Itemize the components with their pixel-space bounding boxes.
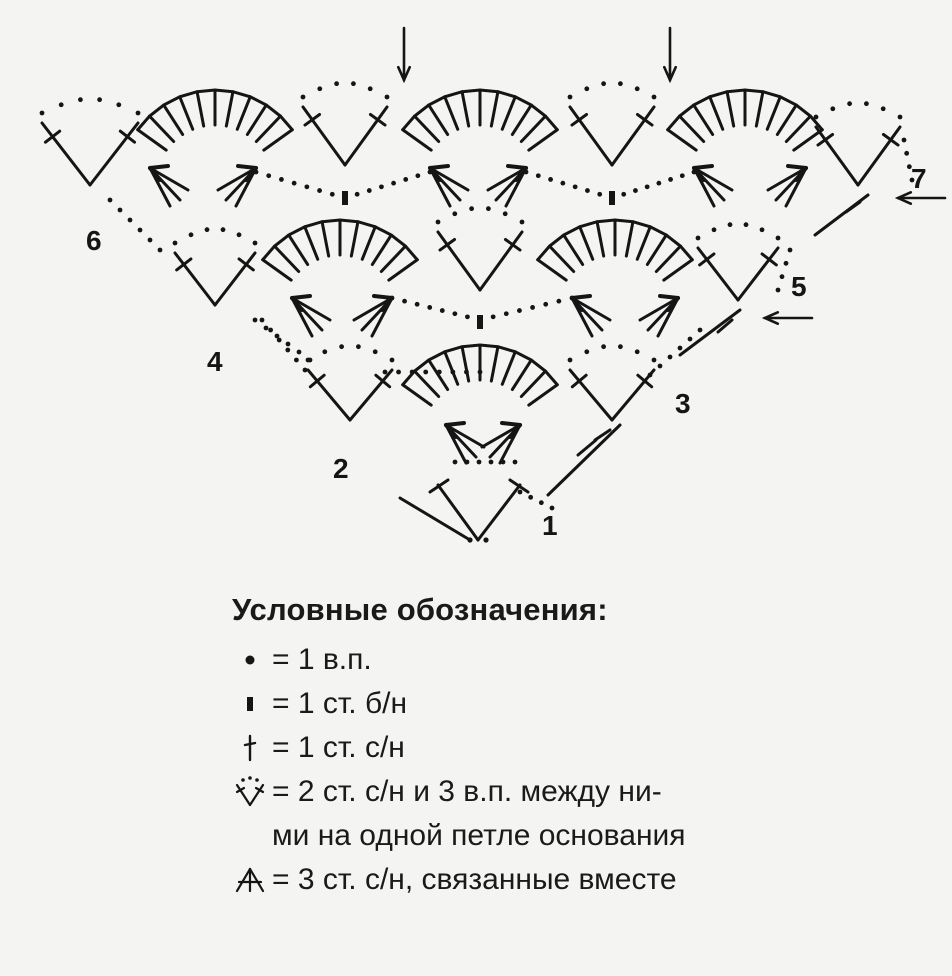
chain-dot [489,460,494,465]
chain-dot [116,102,121,107]
chain-dot [712,227,717,232]
shell-spoke [138,130,166,150]
chain-dot [573,184,578,189]
dc-stitch [612,107,654,165]
chain-dot [524,170,529,175]
chain-dot [635,349,640,354]
chain-dot [385,95,390,100]
cluster-head [572,296,590,298]
dc-crossbar [239,259,253,270]
chain-dot [452,211,457,216]
chain-dot [128,218,133,223]
shell-spoke [351,222,358,256]
dc-stitch [303,107,345,165]
shell-spoke [322,222,329,256]
chain-dot [698,328,703,333]
chain-dot [221,227,226,232]
dc-stitch [438,232,480,290]
chain-dot [847,101,852,106]
shell-spoke [529,130,557,150]
shell-spoke [597,222,604,256]
chain-dot [584,86,589,91]
shell-spoke [164,105,183,134]
shell-spoke [180,97,193,130]
chain-dot [403,177,408,182]
legend-text: = 3 ст. с/н, связанные вместе [272,863,677,896]
dc-crossbar [440,239,455,250]
chain-dot [517,308,522,313]
chain-dot [428,170,433,175]
chain-dot [436,220,441,225]
chain-dot [513,460,518,465]
chain-dot [368,86,373,91]
chart-marks [40,81,915,542]
cluster-head [508,166,526,168]
chain-dot [437,370,442,375]
dc-crossbar [305,114,320,125]
shell-spoke [256,116,280,141]
shell-spoke [403,385,431,405]
row1-crossbar [430,480,448,492]
chain-dot [452,311,457,316]
row-number-2: 2 [333,453,349,484]
shell-spoke [264,130,292,150]
chain-dot [830,106,835,111]
chain-dot [254,170,259,175]
chain-dot [423,370,428,375]
chain-dot [902,138,907,143]
shell-spoke [372,235,391,264]
chain-dot [189,232,194,237]
chain-dot [294,358,299,363]
legend-text: = 2 ст. с/н и 3 в.п. между ни- ми на одной петле основания [272,775,686,852]
legend-title: Условные обозначения: [232,592,608,627]
chain-dot [776,236,781,241]
chain-dot [560,181,565,186]
shell-spoke [777,105,796,134]
chain-dot [373,349,378,354]
chain-dot [610,196,615,201]
dc-crossbar [637,114,652,125]
chain-dot [621,192,626,197]
shell-spoke [462,347,469,381]
chain-dot [286,342,291,347]
shell-spoke [550,246,574,271]
chain-dot [633,188,638,193]
dc-stitch [42,123,90,185]
chain-dot [464,370,469,375]
shell-spoke [668,130,696,150]
shell-spoke [289,235,308,264]
chain-dot [504,311,509,316]
shell-spoke [226,92,233,126]
dc-crossbar [883,134,898,145]
shell-spoke [694,105,713,134]
chain-dot [303,368,308,373]
dc-stitch [570,370,612,420]
cluster-head [238,166,256,168]
dc-crossbar [370,114,385,125]
chain-dot [415,302,420,307]
chain-dot [264,326,269,331]
dc-crossbar [572,114,587,125]
row-number-1: 1 [542,510,558,541]
chain-dot [520,220,525,225]
chain-dot [477,460,482,465]
row-number-3: 3 [675,388,691,419]
chain-dot-icon [228,638,272,682]
shell-spoke [445,97,458,130]
dc-stitch [858,127,900,185]
shell-spoke [529,385,557,405]
cluster-head [502,423,520,425]
chain-dot [518,490,523,495]
chain-dot [415,173,420,178]
chain-dot [585,188,590,193]
edge-tick [846,202,860,212]
legend-item-cluster [228,858,928,902]
single-crochet-icon [228,682,272,726]
chain-dot [237,232,242,237]
chain-dot [465,314,470,319]
row-number-6: 6 [86,225,102,256]
chain-dot [253,241,258,246]
chain-dot [59,102,64,107]
row1-dc [478,485,520,540]
chain-dot [556,299,561,304]
chain-dot [317,86,322,91]
shell-spoke [727,92,734,126]
legend-item-double-crochet [228,726,928,770]
chain-dot [501,460,506,465]
chain-dot [390,296,395,301]
chain-dot [40,111,45,116]
shell-spoke [502,352,515,385]
chain-dot [584,349,589,354]
chain-dot [465,460,470,465]
chain-dot [864,101,869,106]
chain-dot [173,241,178,246]
double-crochet-icon [228,726,272,770]
chain-dot [539,500,544,505]
chain-dot [391,181,396,186]
chain-dot [356,344,361,349]
chain-dot [570,296,575,301]
shell-spoke [305,227,318,260]
shell-spoke [794,130,822,150]
dc-stitch [816,127,858,185]
shell-spoke [381,246,405,271]
dc-crossbar [177,259,191,270]
chain-dot [260,318,265,323]
chain-dot [478,370,483,375]
shell-spoke [637,227,650,260]
chain-dot [275,334,280,339]
chain-dot [601,81,606,86]
shell-spoke [538,260,566,280]
chain-dot [97,97,102,102]
chain-dot [78,97,83,102]
shell-spoke [756,92,763,126]
chain-dot [355,192,360,197]
shell-spoke [415,116,439,141]
chain-dot [253,318,258,323]
chain-dot [503,211,508,216]
dc-stitch [215,253,255,305]
dc-stitch [350,370,392,420]
chain-dot [696,236,701,241]
chain-dot [601,344,606,349]
cluster-head [292,296,310,298]
dc-stitch [308,370,350,420]
chain-dot [268,328,273,333]
chain-dot [680,173,685,178]
shell-spoke [389,260,417,280]
shell-spoke [680,116,704,141]
shell-spoke [247,105,266,134]
dc-stitch [175,253,215,305]
shell-spoke [564,235,583,264]
shell-spoke [415,371,439,396]
shell-spoke [502,97,515,130]
chain-dot [450,370,455,375]
shell-spoke [786,116,810,141]
shell-spoke [462,92,469,126]
chain-dot [158,248,163,253]
chain-dot [343,196,348,201]
chain-dot [410,370,415,375]
chain-dot [308,358,313,363]
shell-spoke [237,97,250,130]
chain-dot [692,170,697,175]
chain-dot [379,184,384,189]
chain-dot [148,238,153,243]
cluster-head [694,166,712,168]
chain-dot [322,349,327,354]
shell-spoke [429,105,448,134]
chain-dot [453,460,458,465]
shell-spoke [403,130,431,150]
chain-dot [118,208,123,213]
shell-spoke [664,260,692,280]
chain-dot [367,188,372,193]
dc-crossbar [505,239,520,250]
chain-dot [668,177,673,182]
chain-dot [568,95,573,100]
dc-crossbar [120,131,134,142]
chain-dot [469,206,474,211]
chain-dot [351,81,356,86]
dc-stitch [90,123,138,185]
shell-spoke [150,116,174,141]
shell-spoke [429,360,448,389]
chain-dot [108,198,113,203]
chain-dot [645,184,650,189]
chain-dot [491,314,496,319]
chain-dot [543,302,548,307]
chain-dot [776,288,781,293]
chain-dot [528,495,533,500]
cluster-icon [228,858,272,902]
edge-line [680,310,740,355]
chain-dot [440,308,445,313]
shell-spoke [275,246,299,271]
chain-dot [136,111,141,116]
shell-spoke [647,235,666,264]
edge-line [548,425,620,495]
legend-item-v-stitch [228,770,928,858]
chain-dot [597,192,602,197]
chain-dot [483,537,488,542]
dc-crossbar [45,131,59,142]
shell-spoke [512,105,531,134]
legend-text: = 1 в.п. [272,643,372,676]
shell-spoke [491,347,498,381]
shell-spoke [626,222,633,256]
chain-dot [668,355,673,360]
dc-stitch [480,232,522,290]
chain-dot [279,177,284,182]
row-number-5: 5 [791,271,807,302]
shell-spoke [521,116,545,141]
chain-dot [658,364,663,369]
legend [228,592,928,902]
shell-spoke [656,246,680,271]
chain-dot [486,206,491,211]
chain-dot [427,305,432,310]
chain-dot [635,86,640,91]
shell-spoke [580,227,593,260]
chain-dot [297,350,302,355]
v-stitch-icon [228,770,272,814]
chain-dot [396,370,401,375]
dc-crossbar [700,254,714,265]
chain-dot [688,337,693,342]
chain-dot [138,228,143,233]
chain-dot [530,305,535,310]
chain-dot [285,348,290,353]
shell-spoke [767,97,780,130]
dc-stitch [345,107,387,165]
shell-spoke [362,227,375,260]
shell-spoke [521,371,545,396]
shell-spoke [263,260,291,280]
legend-text: = 1 ст. с/н [272,731,405,764]
chain-dot [904,151,909,156]
chain-dot [317,188,322,193]
chain-dot [383,370,388,375]
chain-dot [266,173,271,178]
chain-dot [788,248,793,253]
shell-spoke [445,352,458,385]
shell-spoke [512,360,531,389]
cluster-head [150,166,168,168]
row1-edge [400,498,470,540]
chain-dot [292,181,297,186]
chain-dot [898,115,903,120]
chain-dot [760,227,765,232]
legend-item-single-crochet [228,682,928,726]
cluster-head [374,296,392,298]
chain-dot [814,115,819,120]
shell-spoke [491,92,498,126]
cluster-head [660,296,678,298]
chain-dot [881,106,886,111]
chain-dot [478,318,483,323]
chain-dot [390,358,395,363]
chain-dot [568,358,573,363]
chain-dot [728,222,733,227]
chain-dot [330,192,335,197]
shell-spoke [710,97,723,130]
chain-dot [548,177,553,182]
chain-dot [648,373,653,378]
chain-dot [334,81,339,86]
chain-dot [402,299,407,304]
row-number-7: 7 [911,163,927,194]
cluster-head [788,166,806,168]
dc-crossbar [762,254,776,265]
chain-dot [618,81,623,86]
dc-stitch [612,370,654,420]
chain-dot [301,95,306,100]
dc-crossbar [818,134,833,145]
shell-spoke [197,92,204,126]
chain-dot [339,344,344,349]
chain-dot [536,173,541,178]
dc-stitch [698,248,738,300]
legend-item-chain [228,638,928,682]
dc-stitch [570,107,612,165]
chain-dot [780,274,785,279]
chain-dot [744,222,749,227]
chain-dot [618,344,623,349]
chain-dot [652,358,657,363]
cluster-head [446,423,464,425]
chain-dot [205,227,210,232]
row-number-4: 4 [207,346,223,377]
chain-dot [784,261,789,266]
chain-dot [652,95,657,100]
cluster-head [430,166,448,168]
chain-dot [656,181,661,186]
dc-stitch [738,248,778,300]
chain-dot [304,184,309,189]
legend-text: = 1 ст. б/н [272,687,408,720]
chain-dot [678,346,683,351]
